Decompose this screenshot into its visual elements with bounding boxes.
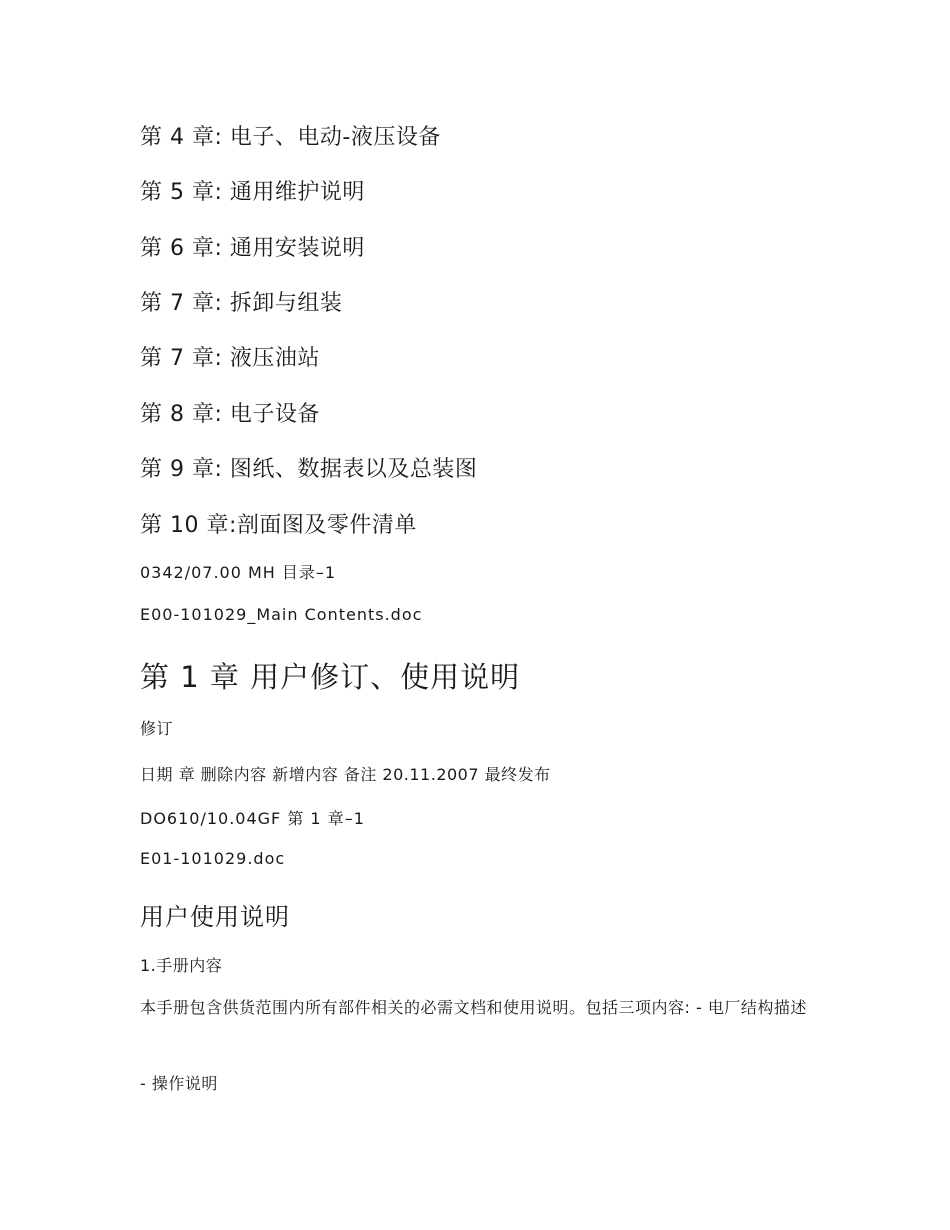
contents-page-ref: 0342/07.00 MH 目录–1: [140, 563, 337, 582]
toc-entry-chapter-7-disassembly[interactable]: 第 7 章: 拆卸与组装: [140, 291, 343, 316]
usage-heading: 用户使用说明: [140, 903, 290, 931]
contents-file-name: E00-101029_Main Contents.doc: [140, 605, 423, 624]
revision-table-line: 日期 章 删除内容 新增内容 备注 20.11.2007 最终发布: [140, 765, 551, 784]
toc-entry-chapter-4[interactable]: 第 4 章: 电子、电动-液压设备: [140, 125, 441, 150]
manual-contents-subheading: 1.手册内容: [140, 956, 223, 975]
toc-entry-chapter-5[interactable]: 第 5 章: 通用维护说明: [140, 180, 365, 205]
chapter-1-title: 第 1 章 用户修订、使用说明: [140, 660, 521, 694]
toc-entry-chapter-9[interactable]: 第 9 章: 图纸、数据表以及总装图: [140, 457, 478, 482]
manual-contents-paragraph: 本手册包含供货范围内所有部件相关的必需文档和使用说明。包括三项内容: - 电厂结构描述: [140, 998, 807, 1017]
chapter-1-page-ref: DO610/10.04GF 第 1 章–1: [140, 809, 365, 828]
toc-entry-chapter-6[interactable]: 第 6 章: 通用安装说明: [140, 236, 365, 261]
revision-label: 修订: [140, 719, 174, 738]
chapter-1-file-name: E01-101029.doc: [140, 849, 286, 868]
operation-instructions-bullet: - 操作说明: [140, 1074, 218, 1093]
toc-entry-chapter-7-hydraulic[interactable]: 第 7 章: 液压油站: [140, 346, 320, 371]
toc-entry-chapter-10[interactable]: 第 10 章:剖面图及零件清单: [140, 513, 417, 538]
toc-entry-chapter-8[interactable]: 第 8 章: 电子设备: [140, 402, 320, 427]
